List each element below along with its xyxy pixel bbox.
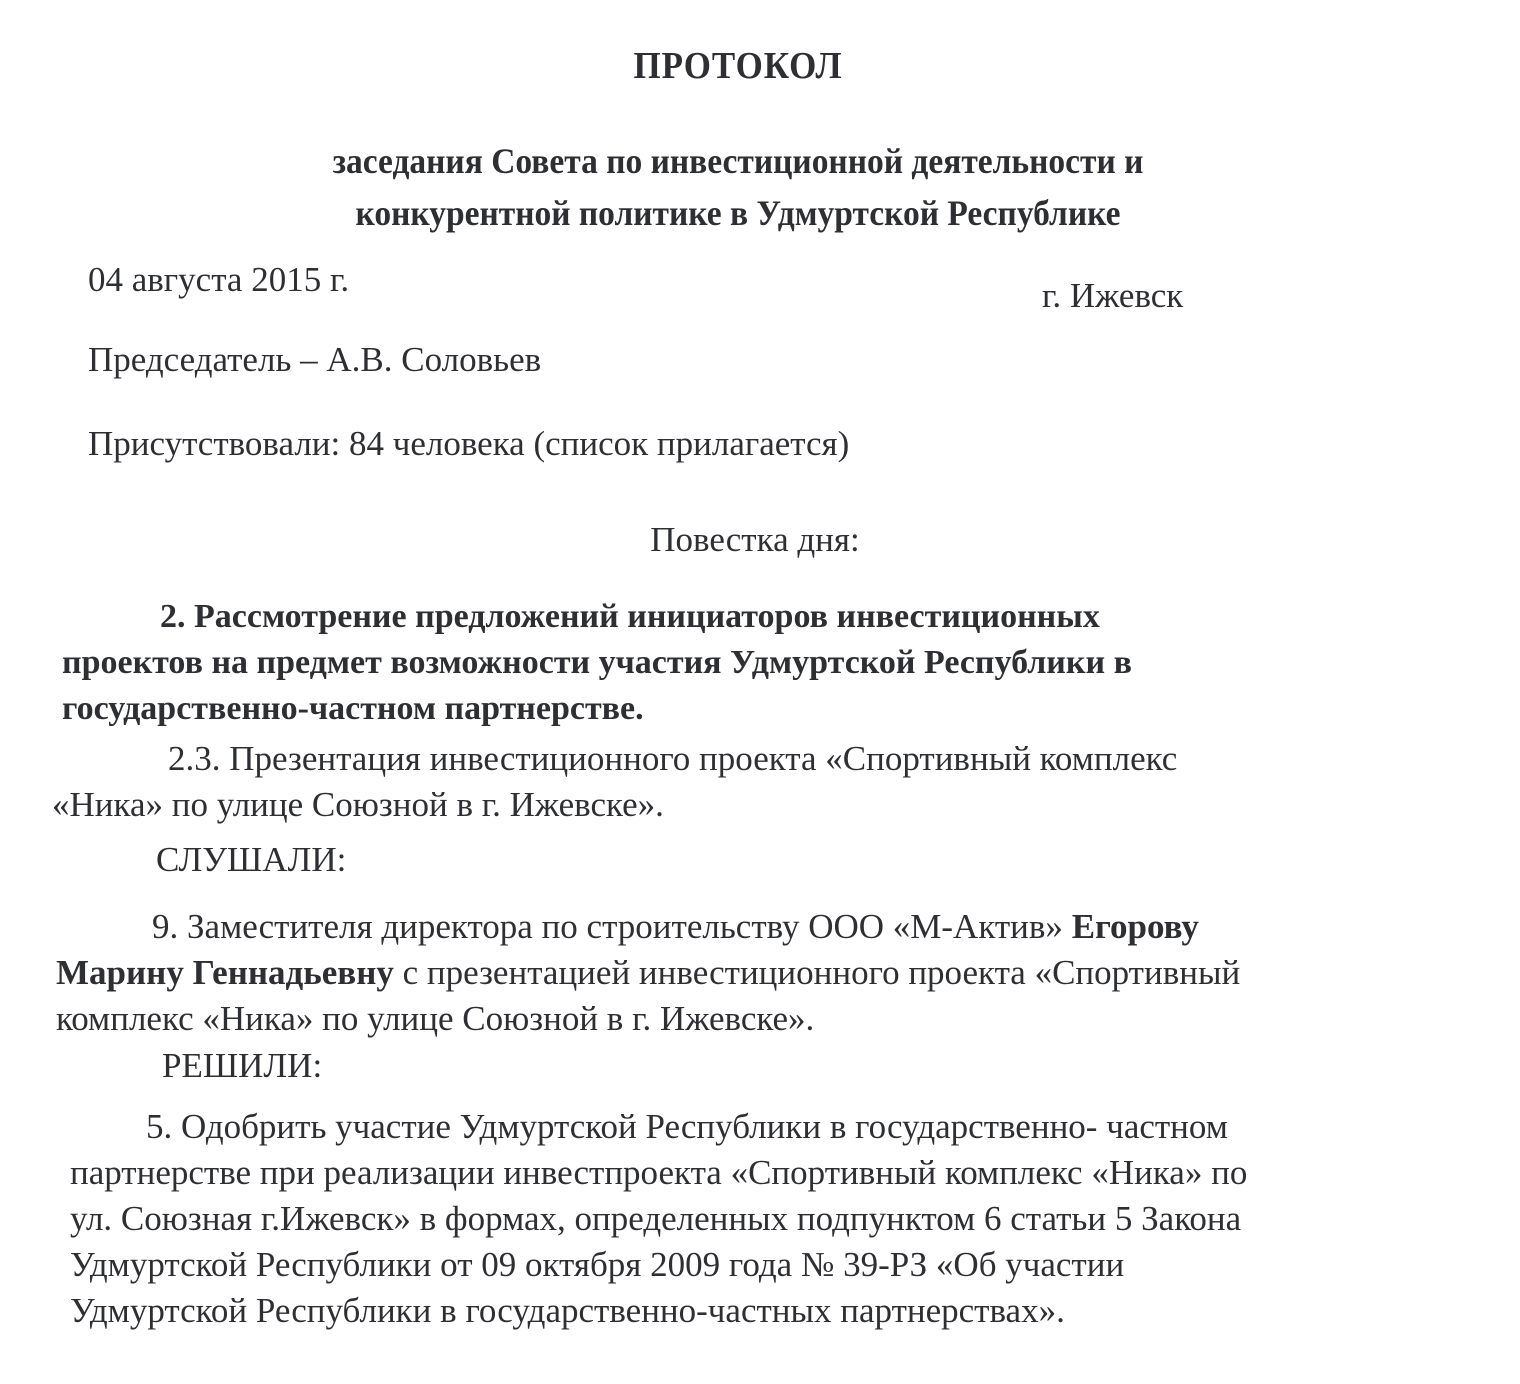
heard-item-line <box>56 950 1392 996</box>
chairman: Председатель – А.В. Соловьев <box>88 340 542 379</box>
agenda-sub-item-line: 2.3. Презентация инвестиционного проекта «Спортивный комплекс <box>168 739 1178 778</box>
heard-item-line: комплекс «Ника» по улице Союзной в г. Ижевске». <box>56 999 815 1038</box>
meeting-date: 04 августа 2015 г. <box>88 260 350 299</box>
attendees: Присутствовали: 84 человека (список прилагается) <box>88 424 850 463</box>
speaker-name: Марину Геннадьевну <box>56 953 394 992</box>
document-subtitle-line-2: конкурентной политике в Удмуртской Республике <box>355 193 1121 233</box>
speaker-position: 9. Заместителя директора по строительству ООО «М-Актив» <box>152 907 1063 946</box>
agenda-item-line: проектов на предмет возможности участия Удмуртской Республики в <box>62 644 1132 681</box>
decided-item-line: 5. Одобрить участие Удмуртской Республики в государственно- частном <box>146 1107 1228 1146</box>
document-subtitle-line-1: заседания Совета по инвестиционной деятельности и <box>332 141 1144 181</box>
presentation-text: с презентацией инвестиционного проекта «Спортивный <box>402 953 1241 992</box>
agenda-sub-item <box>52 736 1388 828</box>
heard-item-line <box>56 904 1392 950</box>
decided-item-line: партнерстве при реализации инвестпроекта «Спортивный комплекс «Ника» по <box>70 1153 1248 1192</box>
decided-item-line: Удмуртской Республики от 09 октября 2009 года № 39-РЗ «Об участии <box>70 1245 1125 1284</box>
heard-item <box>56 904 1392 1042</box>
agenda-item-line: 2. Рассмотрение предложений инициаторов инвестиционных <box>160 598 1100 635</box>
meeting-city: г. Ижевск <box>1042 276 1184 315</box>
decided-item-line: Удмуртской Республики в государственно-частных партнерствах». <box>70 1291 1065 1330</box>
agenda-item <box>62 594 1398 732</box>
document-title: ПРОТОКОЛ <box>633 45 843 87</box>
agenda-heading: Повестка дня: <box>650 520 860 559</box>
heard-heading: СЛУШАЛИ: <box>156 840 347 879</box>
decided-item-line: ул. Союзная г.Ижевск» в формах, определенных подпунктом 6 статьи 5 Закона <box>70 1199 1242 1238</box>
agenda-item-line: государственно-частном партнерстве. <box>62 690 644 727</box>
agenda-sub-item-line: «Ника» по улице Союзной в г. Ижевске». <box>52 785 664 824</box>
decided-item <box>70 1104 1406 1334</box>
speaker-surname: Егорову <box>1071 907 1199 946</box>
decided-heading: РЕШИЛИ: <box>162 1046 323 1085</box>
